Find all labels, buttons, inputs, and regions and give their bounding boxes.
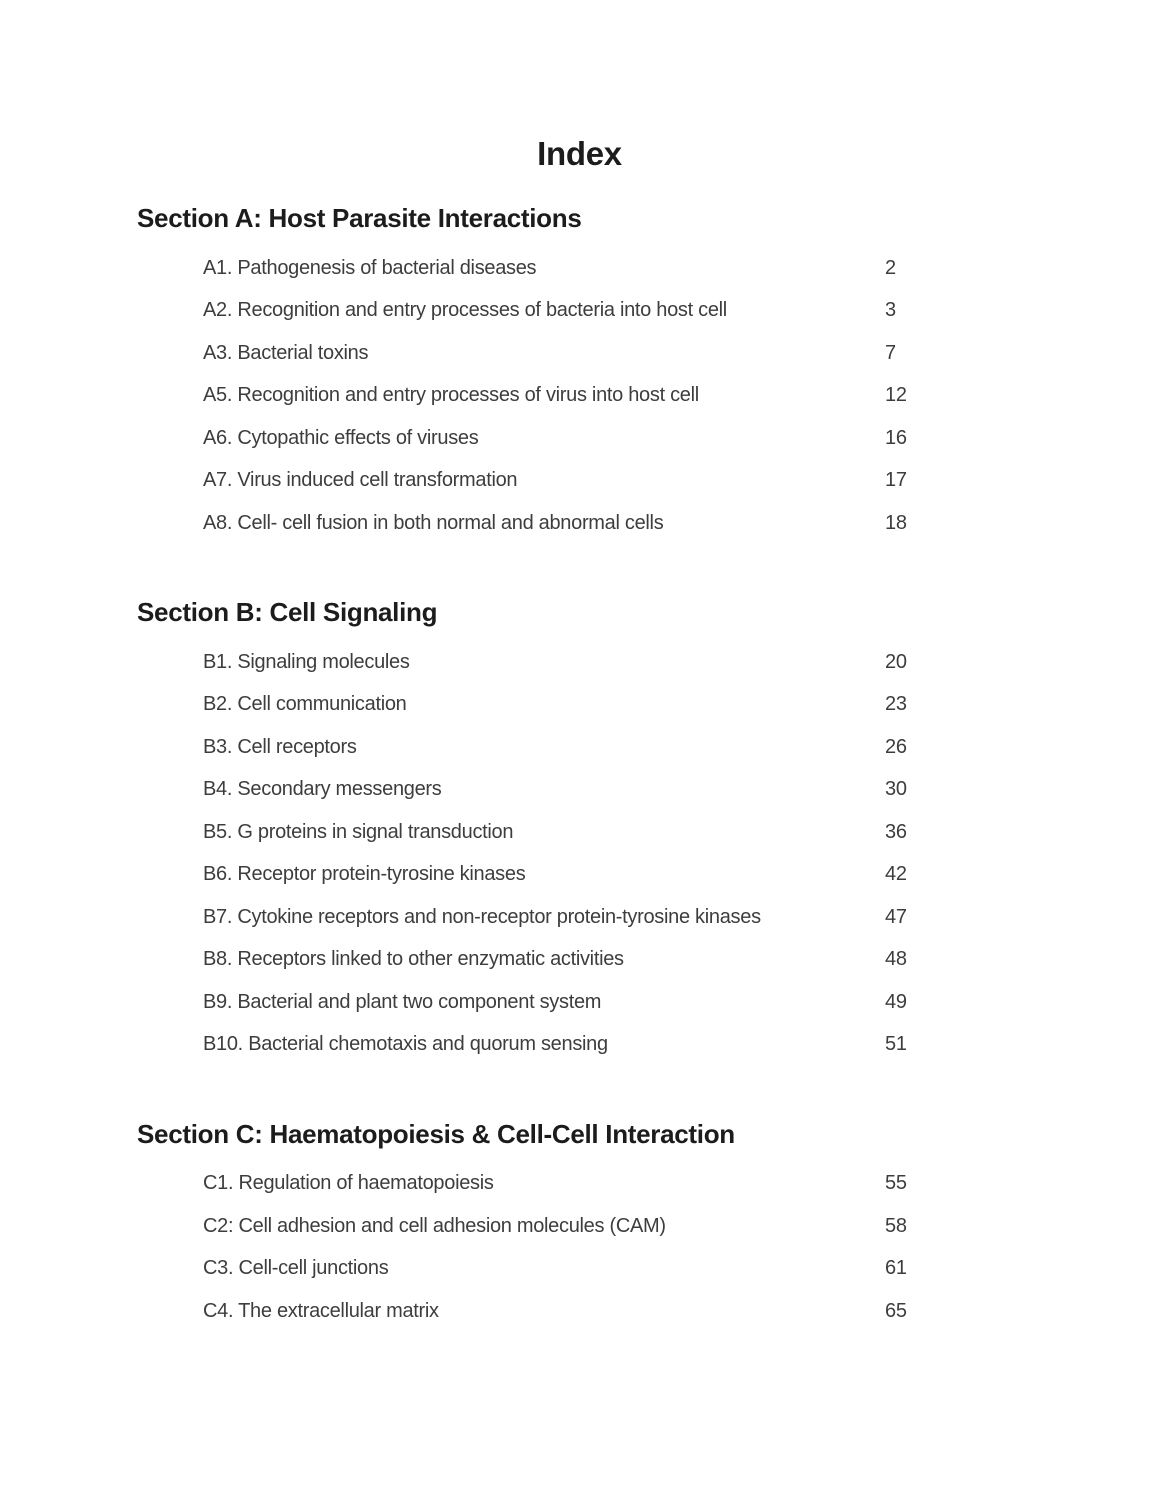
index-entry-row [0,289,1159,332]
entry-page-number: 36 [885,820,907,843]
entry-page-number: 16 [885,426,907,449]
index-entry-row [0,981,1159,1024]
entry-page-number: 30 [885,778,907,801]
entry-title: B7. Cytokine receptors and non-receptor protein-tyrosine kinases [203,905,761,928]
index-entry-row [0,683,1159,726]
entry-title: A3. Bacterial toxins [203,341,369,364]
entry-title: B4. Secondary messengers [203,778,442,801]
entry-title: C4. The extracellular matrix [203,1299,439,1322]
entry-page-number: 17 [885,469,907,492]
entry-title: A1. Pathogenesis of bacterial diseases [203,256,537,279]
entry-page-number: 3 [885,299,896,322]
entry-title: B8. Receptors linked to other enzymatic activities [203,948,624,971]
entry-title: B9. Bacterial and plant two component system [203,990,602,1013]
index-entry-row [0,853,1159,896]
entry-title: B5. G proteins in signal transduction [203,820,514,843]
index-entry-row [0,502,1159,545]
entry-list [0,247,1159,545]
entry-page-number: 48 [885,948,907,971]
section-heading: Section B: Cell Signaling [137,597,438,628]
entry-title: C1. Regulation of haematopoiesis [203,1172,494,1195]
entry-title: C2: Cell adhesion and cell adhesion molecules (CAM) [203,1214,666,1237]
index-entry-row [0,726,1159,769]
index-entry-row [0,896,1159,939]
index-entry-row [0,1290,1159,1333]
entry-page-number: 55 [885,1172,907,1195]
sections-container [0,204,1159,1332]
entry-page-number: 2 [885,256,896,279]
index-entry-row [0,641,1159,684]
entry-title: A6. Cytopathic effects of viruses [203,426,479,449]
entry-page-number: 47 [885,905,907,928]
index-entry-row [0,1023,1159,1066]
entry-title: B3. Cell receptors [203,735,357,758]
entry-page-number: 18 [885,511,907,534]
entry-page-number: 61 [885,1257,907,1280]
entry-title: A8. Cell- cell fusion in both normal and abnormal cells [203,511,664,534]
entry-title: B10. Bacterial chemotaxis and quorum sensing [203,1033,608,1056]
entry-page-number: 65 [885,1299,907,1322]
section-heading: Section C: Haematopoiesis & Cell-Cell Interaction [137,1118,735,1149]
entry-page-number: 42 [885,863,907,886]
page-title: Index [537,135,622,172]
index-entry-row [0,768,1159,811]
entry-page-number: 49 [885,990,907,1013]
entry-title: A2. Recognition and entry processes of bacteria into host cell [203,299,727,322]
entry-page-number: 12 [885,384,907,407]
index-entry-row [0,247,1159,290]
entry-page-number: 51 [885,1033,907,1056]
entry-page-number: 20 [885,650,907,673]
entry-page-number: 7 [885,341,896,364]
entry-page-number: 58 [885,1214,907,1237]
entry-title: B2. Cell communication [203,693,407,716]
index-entry-row [0,1205,1159,1248]
entry-page-number: 26 [885,735,907,758]
index-entry-row [0,459,1159,502]
entry-list [0,1163,1159,1333]
index-entry-row [0,1248,1159,1291]
entry-title: C3. Cell-cell junctions [203,1257,389,1280]
entry-title: A5. Recognition and entry processes of virus into host cell [203,384,699,407]
entry-title: B6. Receptor protein-tyrosine kinases [203,863,526,886]
entry-title: B1. Signaling molecules [203,650,410,673]
index-entry-row [0,417,1159,460]
index-entry-row [0,938,1159,981]
entry-page-number: 23 [885,693,907,716]
index-entry-row [0,332,1159,375]
section-heading: Section A: Host Parasite Interactions [137,203,582,234]
entry-list [0,641,1159,1066]
index-entry-row [0,374,1159,417]
index-entry-row [0,811,1159,854]
entry-title: A7. Virus induced cell transformation [203,469,518,492]
index-entry-row [0,1163,1159,1206]
